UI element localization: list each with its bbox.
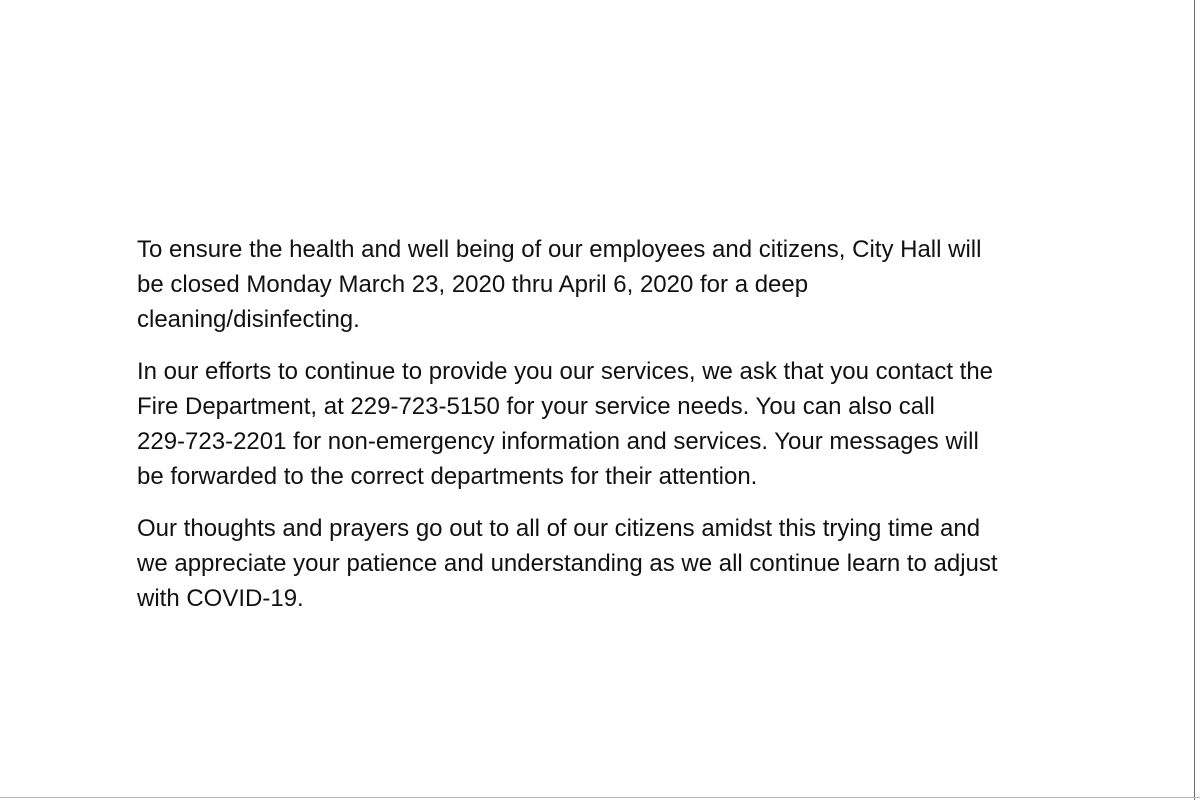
paragraph-line: be closed Monday March 23, 2020 thru April 6, 2020 for a deep [137,271,809,298]
paragraph-line: cleaning/disinfecting. [137,306,360,333]
paragraph-line: with COVID-19. [137,585,304,612]
paragraph-line: To ensure the health and well being of our employees and citizens, City Hall will [137,236,982,263]
paragraph-contact-info [137,354,1077,494]
paragraph-line: In our efforts to continue to provide you our services, we ask that you contact the [137,358,994,385]
paragraph-line: 229-723-2201 for non-emergency information and services. Your messages will [137,428,979,455]
document-body [137,232,1077,633]
page-border-bottom [0,797,1200,798]
paragraph-line: be forwarded to the correct departments for their attention. [137,463,758,490]
paragraph-line: Our thoughts and prayers go out to all of our citizens amidst this trying time and [137,515,981,542]
paragraph-closure-notice [137,232,1077,337]
paragraph-line: we appreciate your patience and understanding as we all continue learn to adjust [137,550,998,577]
paragraph-line: Fire Department, at 229-723-5150 for your service needs. You can also call [137,393,935,420]
paragraph-closing-thoughts [137,511,1077,616]
page-border-right [1194,0,1195,800]
